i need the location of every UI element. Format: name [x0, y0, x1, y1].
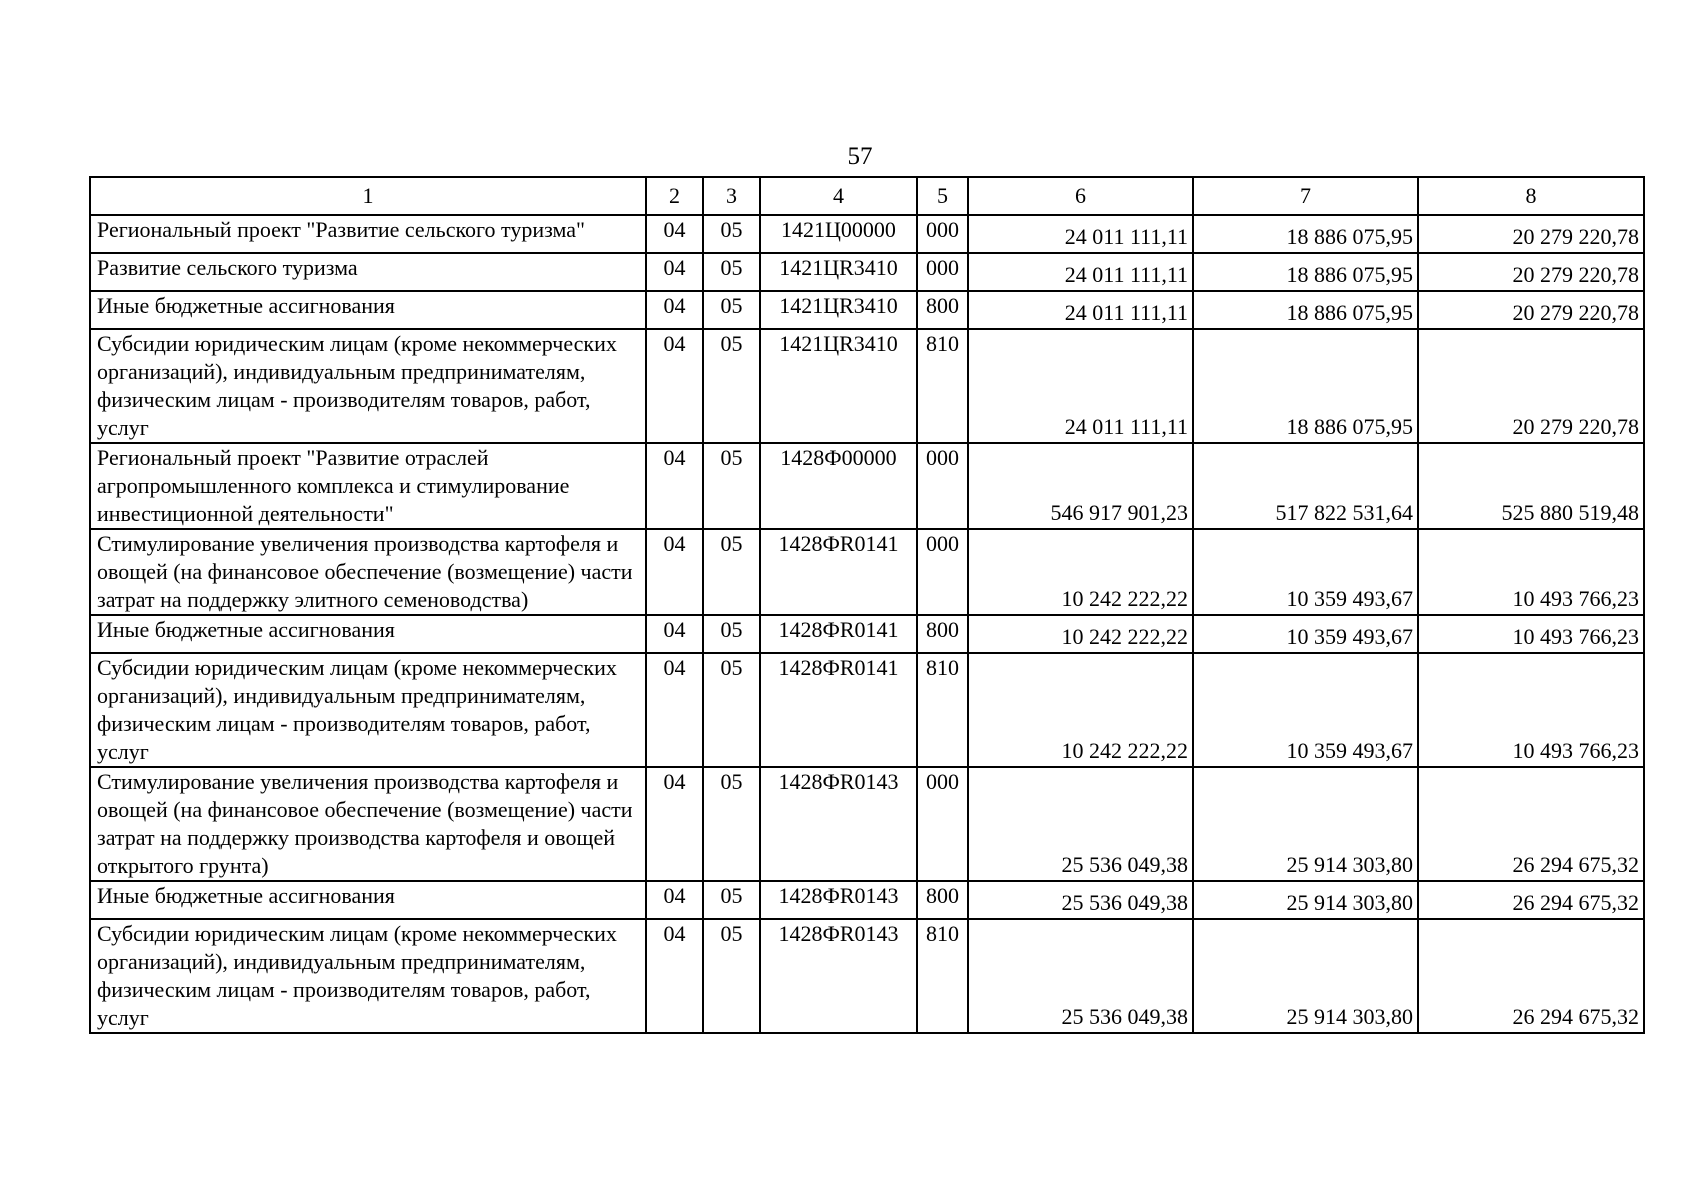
header-cell: 6 — [968, 177, 1193, 215]
row-name: Развитие сельского туризма — [90, 253, 646, 291]
row-value-8: 20 279 220,78 — [1418, 329, 1644, 443]
row-subsection: 05 — [703, 443, 760, 529]
row-value-8: 10 493 766,23 — [1418, 653, 1644, 767]
table-row — [90, 767, 1644, 881]
row-subsection: 05 — [703, 215, 760, 253]
row-expense-type: 000 — [917, 767, 968, 881]
row-section: 04 — [646, 253, 703, 291]
row-target-code: 1428ФR0143 — [760, 881, 917, 919]
row-value-7: 25 914 303,80 — [1193, 767, 1418, 881]
row-value-7: 25 914 303,80 — [1193, 881, 1418, 919]
row-value-8: 20 279 220,78 — [1418, 291, 1644, 329]
table-row — [90, 615, 1644, 653]
row-name: Иные бюджетные ассигнования — [90, 615, 646, 653]
row-expense-type: 810 — [917, 919, 968, 1033]
row-subsection: 05 — [703, 881, 760, 919]
row-value-8: 26 294 675,32 — [1418, 919, 1644, 1033]
row-section: 04 — [646, 215, 703, 253]
row-target-code: 1421ЦR3410 — [760, 291, 917, 329]
row-target-code: 1428ФR0143 — [760, 767, 917, 881]
row-section: 04 — [646, 329, 703, 443]
table-row — [90, 529, 1644, 615]
row-value-8: 525 880 519,48 — [1418, 443, 1644, 529]
table-row — [90, 881, 1644, 919]
row-name: Региональный проект "Развитие отраслей агропромышленного комплекса и стимулирование инвестиционной деятельности" — [90, 443, 646, 529]
page-number: 57 — [847, 143, 873, 170]
row-subsection: 05 — [703, 653, 760, 767]
row-subsection: 05 — [703, 767, 760, 881]
row-value-6: 10 242 222,22 — [968, 529, 1193, 615]
row-expense-type: 000 — [917, 529, 968, 615]
row-name: Субсидии юридическим лицам (кроме некоммерческих организаций), индивидуальным предпринимателям, физическим лицам - производителям товаров, работ, услуг — [90, 919, 646, 1033]
table-row — [90, 215, 1644, 253]
header-cell: 3 — [703, 177, 760, 215]
row-section: 04 — [646, 615, 703, 653]
row-value-7: 10 359 493,67 — [1193, 653, 1418, 767]
row-expense-type: 000 — [917, 215, 968, 253]
row-expense-type: 800 — [917, 881, 968, 919]
row-section: 04 — [646, 767, 703, 881]
row-value-8: 20 279 220,78 — [1418, 215, 1644, 253]
row-name: Иные бюджетные ассигнования — [90, 881, 646, 919]
row-name: Стимулирование увеличения производства картофеля и овощей (на финансовое обеспечение (возмещение) части затрат на поддержку элитного семеноводства) — [90, 529, 646, 615]
header-cell: 2 — [646, 177, 703, 215]
row-expense-type: 810 — [917, 653, 968, 767]
table-row — [90, 443, 1644, 529]
row-target-code: 1428ФR0141 — [760, 529, 917, 615]
row-section: 04 — [646, 291, 703, 329]
row-section: 04 — [646, 529, 703, 615]
row-section: 04 — [646, 919, 703, 1033]
row-section: 04 — [646, 653, 703, 767]
row-name: Субсидии юридическим лицам (кроме некоммерческих организаций), индивидуальным предпринимателям, физическим лицам - производителям товаров, работ, услуг — [90, 653, 646, 767]
row-value-6: 10 242 222,22 — [968, 653, 1193, 767]
row-target-code: 1421ЦR3410 — [760, 253, 917, 291]
row-name: Стимулирование увеличения производства картофеля и овощей (на финансовое обеспечение (возмещение) части затрат на поддержку производства картофеля и овощей открытого грунта) — [90, 767, 646, 881]
header-cell: 8 — [1418, 177, 1644, 215]
row-value-6: 25 536 049,38 — [968, 881, 1193, 919]
row-name: Региональный проект "Развитие сельского туризма" — [90, 215, 646, 253]
row-subsection: 05 — [703, 529, 760, 615]
row-value-6: 25 536 049,38 — [968, 767, 1193, 881]
header-cell: 4 — [760, 177, 917, 215]
header-cell: 7 — [1193, 177, 1418, 215]
row-name: Субсидии юридическим лицам (кроме некоммерческих организаций), индивидуальным предпринимателям, физическим лицам - производителям товаров, работ, услуг — [90, 329, 646, 443]
table-row — [90, 919, 1644, 1033]
row-value-6: 546 917 901,23 — [968, 443, 1193, 529]
row-value-7: 18 886 075,95 — [1193, 329, 1418, 443]
table-row — [90, 329, 1644, 443]
row-value-8: 20 279 220,78 — [1418, 253, 1644, 291]
row-value-7: 10 359 493,67 — [1193, 529, 1418, 615]
row-value-7: 25 914 303,80 — [1193, 919, 1418, 1033]
table-row — [90, 653, 1644, 767]
budget-table — [89, 176, 1645, 1034]
header-row — [90, 177, 1644, 215]
header-cell: 1 — [90, 177, 646, 215]
row-target-code: 1428ФR0141 — [760, 615, 917, 653]
row-target-code: 1421ЦR3410 — [760, 329, 917, 443]
row-value-6: 25 536 049,38 — [968, 919, 1193, 1033]
row-value-8: 26 294 675,32 — [1418, 767, 1644, 881]
row-value-7: 18 886 075,95 — [1193, 291, 1418, 329]
row-expense-type: 800 — [917, 291, 968, 329]
row-name: Иные бюджетные ассигнования — [90, 291, 646, 329]
row-value-6: 24 011 111,11 — [968, 291, 1193, 329]
row-target-code: 1428ФR0141 — [760, 653, 917, 767]
row-expense-type: 000 — [917, 443, 968, 529]
row-section: 04 — [646, 443, 703, 529]
row-subsection: 05 — [703, 615, 760, 653]
row-value-7: 517 822 531,64 — [1193, 443, 1418, 529]
row-subsection: 05 — [703, 329, 760, 443]
table-row — [90, 291, 1644, 329]
row-expense-type: 810 — [917, 329, 968, 443]
row-value-6: 24 011 111,11 — [968, 253, 1193, 291]
row-target-code: 1428Ф00000 — [760, 443, 917, 529]
row-value-6: 24 011 111,11 — [968, 329, 1193, 443]
row-value-7: 10 359 493,67 — [1193, 615, 1418, 653]
row-expense-type: 800 — [917, 615, 968, 653]
table-row — [90, 253, 1644, 291]
row-subsection: 05 — [703, 919, 760, 1033]
row-subsection: 05 — [703, 291, 760, 329]
row-value-6: 24 011 111,11 — [968, 215, 1193, 253]
row-expense-type: 000 — [917, 253, 968, 291]
row-value-7: 18 886 075,95 — [1193, 253, 1418, 291]
header-cell: 5 — [917, 177, 968, 215]
row-target-code: 1421Ц00000 — [760, 215, 917, 253]
row-value-8: 10 493 766,23 — [1418, 529, 1644, 615]
row-value-6: 10 242 222,22 — [968, 615, 1193, 653]
row-section: 04 — [646, 881, 703, 919]
row-subsection: 05 — [703, 253, 760, 291]
row-value-8: 10 493 766,23 — [1418, 615, 1644, 653]
row-target-code: 1428ФR0143 — [760, 919, 917, 1033]
row-value-8: 26 294 675,32 — [1418, 881, 1644, 919]
row-value-7: 18 886 075,95 — [1193, 215, 1418, 253]
